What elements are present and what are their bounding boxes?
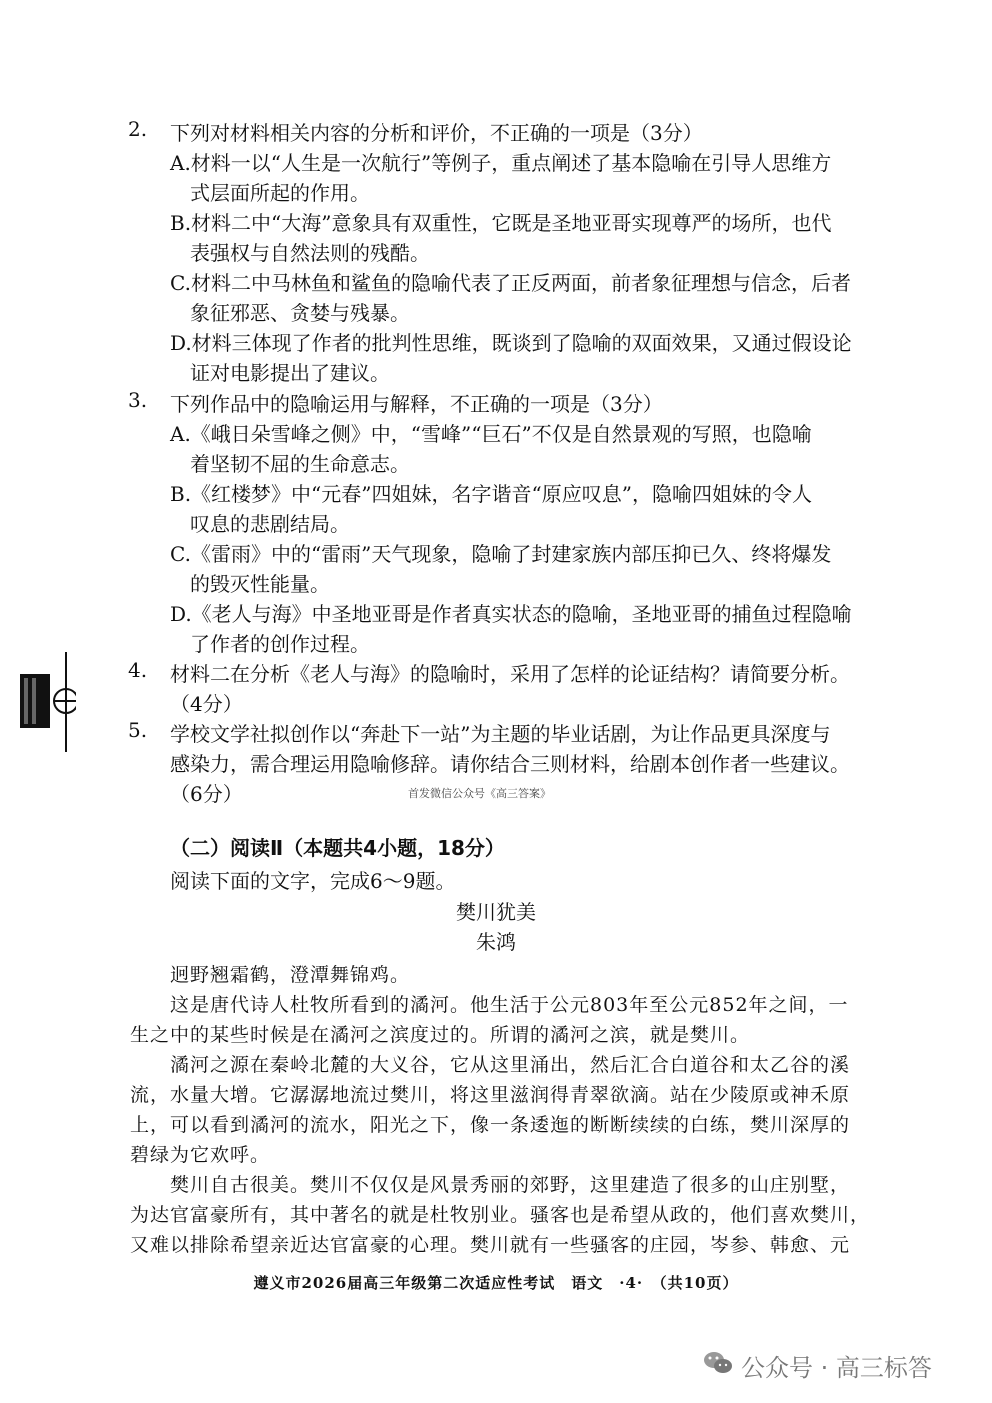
wechat-watermark	[703, 1348, 932, 1383]
q3-option-c-line2: 的毁灭性能量。	[190, 572, 330, 596]
q3-option-a-line1: A.《峨日朵雪峰之侧》中，“雪峰”“巨石”不仅是自然景观的写照，也隐喻	[170, 422, 812, 446]
wechat-icon	[703, 1350, 733, 1382]
article-line-2: 这是唐代诗人杜牧所看到的潏河。他生活于公元803年至公元852年之间，一	[170, 994, 849, 1016]
q3-option-c-line1: C.《雷雨》中的“雷雨”天气现象，隐喻了封建家族内部压抑已久、终将爆发	[170, 542, 832, 566]
q2-option-d-line1: D.材料三体现了作者的批判性思维，既谈到了隐喻的双面效果，又通过假设论	[170, 331, 852, 355]
q2-option-c-line1: C.材料二中马林鱼和鲨鱼的隐喻代表了正反两面，前者象征理想与信念，后者	[170, 271, 851, 295]
q5-line1: 学校文学社拟创作以“奔赴下一站”为主题的毕业话剧，为让作品更具深度与	[170, 722, 831, 746]
q2-option-a-line1: A.材料一以“人生是一次航行”等例子，重点阐述了基本隐喻在引导人思维方	[170, 151, 832, 175]
wechat-label: 公众号 · 高三标答	[741, 1354, 932, 1382]
q2-stem: 下列对材料相关内容的分析和评价，不正确的一项是（3分）	[170, 121, 703, 145]
section-instruction: 阅读下面的文字，完成6～9题。	[170, 869, 456, 893]
q4-line1: 材料二在分析《老人与海》的隐喻时，采用了怎样的论证结构？请简要分析。	[170, 662, 850, 686]
article-line-3: 生之中的某些时候是在潏河之滨度过的。所谓的潏河之滨，就是樊川。	[130, 1024, 751, 1046]
q5-line2: 感染力，需合理运用隐喻修辞。请你结合三则材料，给剧本创作者一些建议。	[170, 752, 850, 776]
page-footer: 遵义市2026届高三年级第二次适应性考试 语文 ·4· （共10页）	[253, 1274, 739, 1292]
q4-line2: （4分）	[170, 692, 243, 716]
article-line-4: 潏河之源在秦岭北麓的大义谷，它从这里涌出，然后汇合白道谷和太乙谷的溪	[170, 1054, 851, 1076]
article-line-6: 上，可以看到潏河的流水，阳光之下，像一条逶迤的断断续续的白练，樊川深厚的	[130, 1114, 851, 1136]
q5-line3: （6分）	[170, 782, 243, 806]
q2-option-b-line2: 表强权与自然法则的残酷。	[190, 241, 430, 265]
q2-option-a-line2: 式层面所起的作用。	[190, 181, 370, 205]
section-title: （二）阅读Ⅱ（本题共4小题，18分）	[170, 836, 505, 860]
q2-option-c-line2: 象征邪恶、贪婪与残暴。	[190, 301, 410, 325]
q2-option-d-line2: 证对电影提出了建议。	[190, 361, 390, 385]
article-line-5: 流，水量大增。它潺潺地流过樊川，将这里滋润得青翠欲滴。站在少陵原或神禾原	[130, 1084, 851, 1106]
article-line-7: 碧绿为它欢呼。	[130, 1144, 271, 1166]
article-author: 朱鸿	[476, 930, 516, 954]
small-watermark: 首发微信公众号《高三答案》	[408, 787, 551, 800]
q3-option-d-line1: D.《老人与海》中圣地亚哥是作者真实状态的隐喻，圣地亚哥的捕鱼过程隐喻	[170, 602, 852, 626]
article-title: 樊川犹美	[456, 900, 536, 924]
article-line-9: 为达官富豪所有，其中著名的就是杜牧别业。骚客也是希望从政的，他们喜欢樊川，	[130, 1204, 871, 1226]
q2-option-b-line1: B.材料二中“大海”意象具有双重性，它既是圣地亚哥实现尊严的场所，也代	[170, 211, 832, 235]
q3-number: 3.	[128, 388, 148, 412]
q3-option-b-line1: B.《红楼梦》中“元春”四姐妹，名字谐音“原应叹息”，隐喻四姐妹的令人	[170, 482, 812, 506]
q4-number: 4.	[128, 658, 148, 682]
q2-number: 2.	[128, 117, 148, 141]
q3-option-b-line2: 叹息的悲剧结局。	[190, 512, 350, 536]
q3-option-d-line2: 了作者的创作过程。	[190, 632, 370, 656]
q5-number: 5.	[128, 718, 148, 742]
q3-option-a-line2: 着坚韧不屈的生命意志。	[190, 452, 410, 476]
article-line-8: 樊川自古很美。樊川不仅仅是风景秀丽的郊野，这里建造了很多的山庄别墅，	[170, 1174, 851, 1196]
q3-stem: 下列作品中的隐喻运用与解释，不正确的一项是（3分）	[170, 392, 663, 416]
article-line-1: 迥野翘霜鹤，澄潭舞锦鸡。	[170, 964, 411, 986]
article-line-10: 又难以排除希望亲近达官富豪的心理。樊川就有一些骚客的庄园，岑参、韩愈、元	[130, 1234, 851, 1256]
binding-mark-icon	[18, 652, 76, 752]
